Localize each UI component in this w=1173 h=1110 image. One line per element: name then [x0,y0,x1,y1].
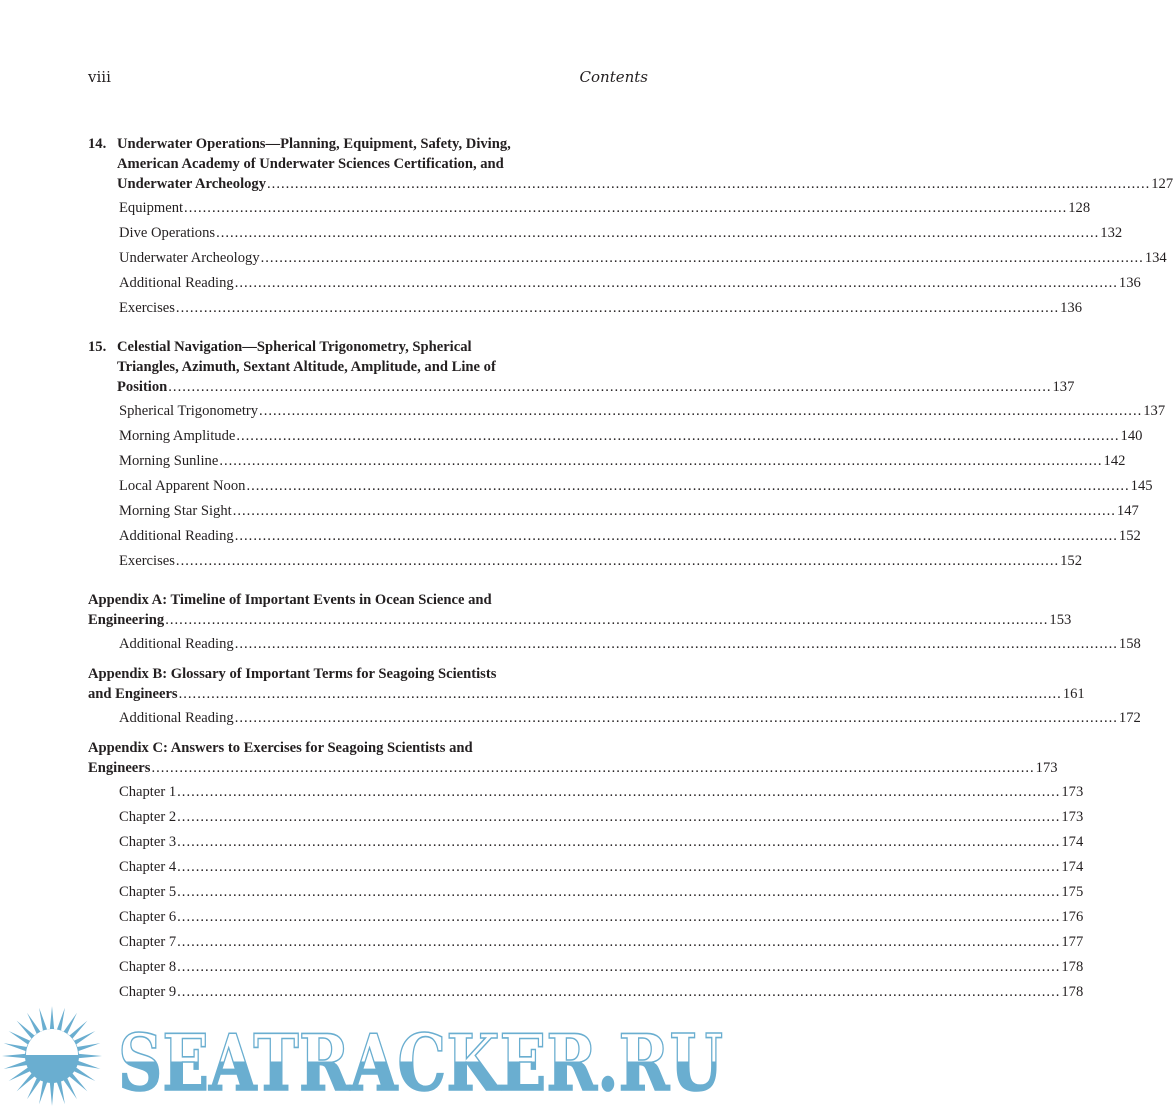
entry-title: Additional Reading [119,636,234,652]
toc-section[interactable] [88,134,1173,321]
dot-leader [177,905,1060,930]
section-heading-entry [88,758,1058,780]
toc-entry[interactable] [88,271,1141,296]
section-title-line: American Academy of Underwater Sciences Certification, and [117,156,504,172]
entry-page: 158 [1118,636,1141,652]
table-of-contents [88,134,1173,1005]
section-heading-line [88,154,648,174]
toc-entry[interactable] [88,930,1084,955]
entry-page: 136 [1118,275,1141,291]
entry-title: Underwater Archeology [119,250,260,266]
dot-leader [233,499,1116,524]
section-title-line: and Engineers [88,686,178,702]
entry-title: Local Apparent Noon [119,478,246,494]
entry-page: 174 [1061,834,1084,850]
section-heading-line [88,337,648,357]
seatracker-watermark-logo [0,1010,735,1110]
dot-leader [259,399,1142,424]
dot-leader [176,296,1059,321]
section-title-line: Appendix C: Answers to Exercises for Seagoing Scientists and [88,740,473,756]
entry-title: Morning Amplitude [119,428,236,444]
entry-page: 176 [1061,909,1084,925]
toc-entry[interactable] [88,905,1084,930]
entry-title: Dive Operations [119,225,216,241]
dot-leader [177,880,1060,905]
toc-entry[interactable] [88,706,1141,731]
dot-leader [235,271,1118,296]
section-heading-line [88,738,648,758]
page-number: 137 [1052,379,1075,395]
page-number: 173 [1035,760,1058,776]
entry-title: Chapter 4 [119,859,177,875]
section-title-line: Position [117,379,168,395]
toc-entry[interactable] [88,805,1084,830]
dot-leader [177,780,1060,805]
toc-section[interactable] [88,738,1084,1005]
toc-entry[interactable] [88,955,1084,980]
entry-title: Equipment [119,200,184,216]
dot-leader [246,474,1129,499]
entry-page: 142 [1103,453,1126,469]
section-heading-entry [88,377,1075,399]
section-heading-entry [88,610,1072,632]
dot-leader [216,221,1099,246]
dot-leader [236,424,1119,449]
section-title-line: Engineering [88,612,165,628]
entry-title: Chapter 9 [119,984,177,1000]
entry-title: Chapter 7 [119,934,177,950]
dot-leader [177,805,1060,830]
toc-entry[interactable] [88,424,1143,449]
section-heading-entry [88,684,1085,706]
dot-leader [219,449,1102,474]
toc-entry[interactable] [88,196,1091,221]
watermark-text: SEATRACKER.RU [118,1018,723,1109]
dot-leader [235,632,1118,657]
toc-entry[interactable] [88,296,1083,321]
section-heading-line [88,590,648,610]
entry-page: 145 [1130,478,1153,494]
section-heading-entry [88,174,1173,196]
dot-leader [179,684,1062,704]
dot-leader [261,246,1144,271]
entry-page: 128 [1068,200,1091,216]
toc-entry[interactable] [88,880,1084,905]
toc-entry[interactable] [88,524,1141,549]
section-title-line: Celestial Navigation—Spherical Trigonometry, Spherical [117,339,472,355]
page-number: 161 [1062,686,1085,702]
running-header [88,68,648,86]
dot-leader [235,524,1118,549]
section-number: 14. [88,136,107,152]
entry-title: Exercises [119,300,175,316]
entry-page: 172 [1118,710,1141,726]
entry-page: 137 [1143,403,1166,419]
entry-title: Chapter 1 [119,784,177,800]
page-number: viii [88,68,111,86]
section-title-line: Engineers [88,760,151,776]
entry-page: 173 [1061,784,1084,800]
dot-leader [177,830,1060,855]
dot-leader [151,758,1034,778]
page-number: 153 [1049,612,1072,628]
section-title-line: Triangles, Azimuth, Sextant Altitude, Amplitude, and Line of [117,359,496,375]
toc-section[interactable] [88,590,1141,657]
entry-title: Chapter 2 [119,809,177,825]
section-number: 15. [88,339,107,355]
toc-entry[interactable] [88,449,1126,474]
toc-entry[interactable] [88,399,1166,424]
entry-page: 134 [1144,250,1167,266]
entry-page: 147 [1116,503,1139,519]
entry-title: Morning Sunline [119,453,219,469]
dot-leader [165,610,1048,630]
toc-entry[interactable] [88,549,1083,574]
section-title-line: Appendix B: Glossary of Important Terms for Seagoing Scientists [88,666,497,682]
entry-title: Chapter 5 [119,884,177,900]
toc-section[interactable] [88,664,1141,731]
dot-leader [177,980,1060,1005]
toc-entry[interactable] [88,855,1084,880]
entry-title: Chapter 3 [119,834,177,850]
dot-leader [235,706,1118,731]
entry-page: 152 [1060,553,1083,569]
running-title: Contents [579,68,648,86]
entry-page: 174 [1061,859,1084,875]
dot-leader [176,549,1059,574]
dot-leader [177,930,1060,955]
entry-page: 136 [1060,300,1083,316]
toc-entry[interactable] [88,632,1141,657]
entry-title: Exercises [119,553,175,569]
entry-title: Spherical Trigonometry [119,403,259,419]
section-title-line: Appendix A: Timeline of Important Events in Ocean Science and [88,592,492,608]
entry-page: 177 [1061,934,1084,950]
entry-title: Additional Reading [119,528,234,544]
toc-section[interactable] [88,337,1166,574]
toc-entry[interactable] [88,499,1139,524]
entry-title: Morning Star Sight [119,503,232,519]
toc-entry[interactable] [88,830,1084,855]
dot-leader [177,855,1060,880]
section-title-line: Underwater Archeology [117,176,267,192]
sun-icon [2,1006,102,1106]
entry-page: 178 [1061,959,1084,975]
toc-entry[interactable] [88,780,1084,805]
entry-title: Additional Reading [119,710,234,726]
section-heading-line [88,134,648,154]
section-title-line: Underwater Operations—Planning, Equipment, Safety, Diving, [117,136,511,152]
toc-entry[interactable] [88,474,1153,499]
entry-title: Chapter 8 [119,959,177,975]
entry-page: 178 [1061,984,1084,1000]
dot-leader [168,377,1051,397]
dot-leader [184,196,1067,221]
entry-page: 132 [1100,225,1123,241]
entry-page: 152 [1118,528,1141,544]
section-heading-line [88,664,648,684]
toc-entry[interactable] [88,221,1123,246]
page-number: 127 [1151,176,1173,192]
entry-page: 175 [1061,884,1084,900]
dot-leader [177,955,1060,980]
section-heading-line [88,357,648,377]
entry-page: 140 [1120,428,1143,444]
toc-entry[interactable] [88,246,1167,271]
entry-title: Additional Reading [119,275,234,291]
toc-entry[interactable] [88,980,1084,1005]
entry-page: 173 [1061,809,1084,825]
dot-leader [267,174,1150,194]
entry-title: Chapter 6 [119,909,177,925]
